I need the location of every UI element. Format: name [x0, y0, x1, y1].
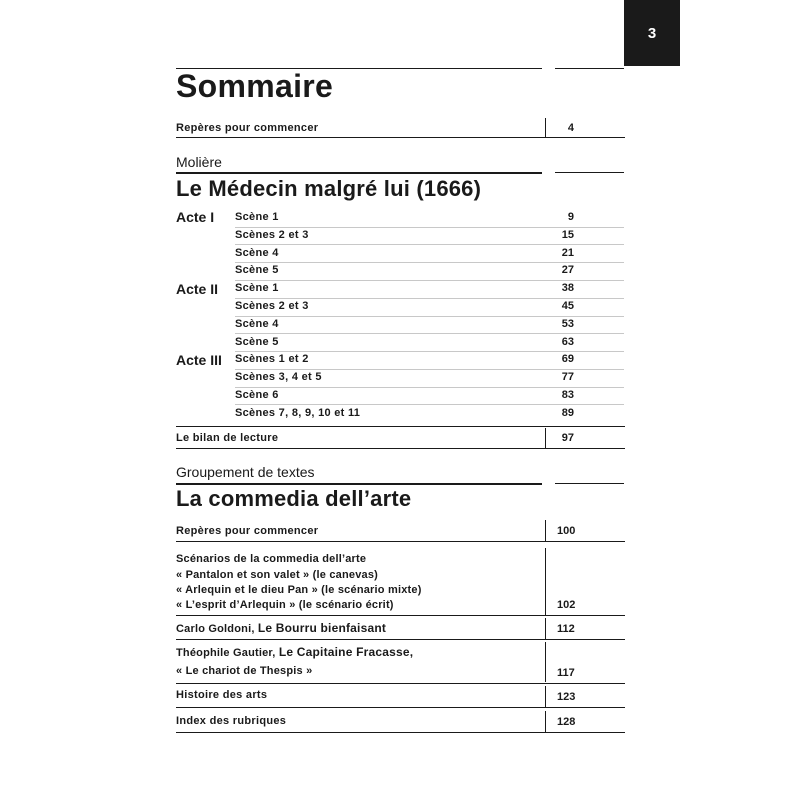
toc-page: 112 — [557, 623, 575, 635]
rule — [235, 227, 624, 228]
rule — [555, 172, 624, 173]
toc-page: 45 — [561, 300, 574, 312]
toc-page: 128 — [557, 716, 576, 728]
rule — [555, 68, 624, 69]
scene-entry: Scène 4 — [235, 247, 279, 259]
act-label: Acte II — [176, 281, 219, 297]
toc-page: 123 — [557, 691, 576, 703]
section-title: La commedia dell’arte — [176, 486, 412, 511]
rule — [235, 316, 624, 317]
toc-page: 69 — [561, 353, 574, 365]
rule — [176, 732, 625, 733]
toc-entry-index: Index des rubriques — [176, 715, 287, 727]
toc-entry-line: « Le chariot de Thespis » — [176, 665, 313, 677]
column-divider — [545, 520, 546, 542]
rule — [235, 244, 624, 245]
rule — [235, 404, 624, 405]
scene-entry: Scènes 1 et 2 — [235, 353, 309, 365]
rule — [176, 707, 625, 708]
rule — [235, 298, 624, 299]
toc-entry-line: « Pantalon et son valet » (le canevas) — [176, 569, 379, 581]
rule — [235, 387, 624, 388]
author-name: Carlo Goldoni, — [176, 623, 258, 635]
toc-page: 83 — [561, 389, 574, 401]
toc-page: 4 — [567, 122, 574, 134]
scene-entry: Scène 1 — [235, 282, 279, 294]
scene-entry: Scène 5 — [235, 336, 279, 348]
act-label: Acte I — [176, 209, 215, 225]
rule — [176, 137, 625, 138]
column-divider — [545, 686, 546, 708]
toc-page: 15 — [561, 229, 574, 241]
toc-page: 97 — [561, 432, 574, 444]
toc-page: 38 — [561, 282, 574, 294]
toc-entry-reperes: Repères pour commencer — [176, 525, 319, 537]
toc-entry-line: « L’esprit d’Arlequin » (le scénario écrit) — [176, 599, 394, 611]
rule — [176, 541, 625, 542]
rule — [176, 615, 625, 616]
scene-entry: Scènes 3, 4 et 5 — [235, 371, 322, 383]
rule — [235, 262, 624, 263]
toc-page: 27 — [561, 264, 574, 276]
toc-entry-gautier — [176, 645, 413, 659]
rule — [176, 683, 625, 684]
act-label: Acte III — [176, 352, 222, 368]
toc-page: 53 — [561, 318, 574, 330]
rule — [176, 448, 625, 449]
author-heading: Molière — [176, 154, 222, 170]
toc-entry-bilan: Le bilan de lecture — [176, 432, 279, 444]
page-number: 3 — [647, 24, 657, 42]
toc-entry-reperes: Repères pour commencer — [176, 122, 319, 134]
work-name: Le Bourru bienfaisant — [257, 621, 387, 635]
page-number-tab — [624, 0, 680, 66]
rule — [176, 426, 625, 427]
rule — [235, 333, 624, 334]
toc-page: 117 — [557, 667, 575, 679]
scene-entry: Scène 1 — [235, 211, 279, 223]
work-name: Le Capitaine Fracasse, — [278, 645, 414, 659]
toc-entry-histoire: Histoire des arts — [176, 689, 268, 701]
column-divider — [545, 618, 546, 640]
author-name: Théophile Gautier, — [176, 647, 279, 659]
column-divider — [545, 711, 546, 733]
toc-page: 89 — [561, 407, 574, 419]
rule — [176, 172, 542, 174]
rule — [235, 369, 624, 370]
toc-entry-goldoni — [176, 621, 386, 635]
page-title: Sommaire — [176, 68, 334, 104]
column-divider — [545, 642, 546, 682]
scene-entry: Scènes 2 et 3 — [235, 229, 309, 241]
scene-entry: Scène 5 — [235, 264, 279, 276]
rule — [555, 483, 624, 484]
rule — [235, 280, 624, 281]
toc-page: 63 — [561, 336, 574, 348]
toc-page: 100 — [557, 525, 576, 537]
scene-entry: Scènes 2 et 3 — [235, 300, 309, 312]
toc-page: 9 — [567, 211, 574, 223]
column-divider — [545, 548, 546, 616]
toc-entry-line: Scénarios de la commedia dell’arte — [176, 553, 367, 565]
toc-page: 77 — [561, 371, 574, 383]
toc-page: 21 — [561, 247, 574, 259]
rule — [235, 351, 624, 352]
scene-entry: Scène 4 — [235, 318, 279, 330]
section-heading: Groupement de textes — [176, 464, 315, 480]
rule — [176, 639, 625, 640]
work-title: Le Médecin malgré lui (1666) — [176, 176, 482, 201]
scene-entry: Scène 6 — [235, 389, 279, 401]
rule — [176, 483, 542, 485]
toc-page: 102 — [557, 599, 576, 611]
scene-entry: Scènes 7, 8, 9, 10 et 11 — [235, 407, 361, 419]
toc-entry-line: « Arlequin et le dieu Pan » (le scénario mixte) — [176, 584, 422, 596]
